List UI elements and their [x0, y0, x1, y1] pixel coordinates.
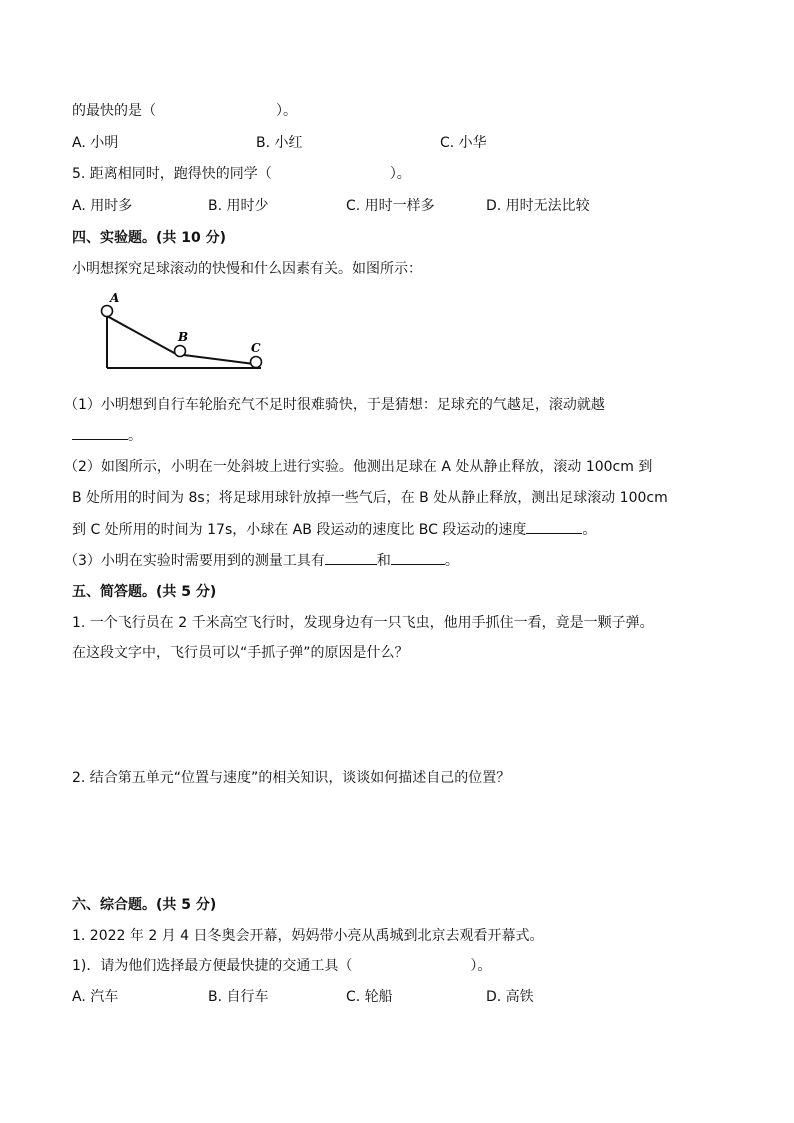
- q6-option-c[interactable]: C. 轮船: [346, 989, 393, 1005]
- q5-1-line1: 1. 一个飞行员在 2 千米高空飞行时，发现身边有一只飞虫，他用手抓住一看，竟是一颗子弹。: [72, 615, 654, 631]
- answer-blank[interactable]: [325, 550, 377, 565]
- q4-stem: 的最快的是（ ）。: [72, 103, 297, 119]
- ball-c-icon: [251, 357, 262, 368]
- answer-blank[interactable]: [72, 425, 128, 440]
- ball-a-icon: [102, 306, 113, 317]
- q5-option-d[interactable]: D. 用时无法比较: [486, 198, 590, 214]
- q5-2: 2. 结合第五单元“位置与速度”的相关知识，谈谈如何描述自己的位置？: [72, 770, 511, 786]
- q4-2-line3: 到 C 处所用的时间为 17s，小球在 AB 段运动的速度比 BC 段运动的速度 。: [72, 519, 596, 540]
- answer-blank[interactable]: [391, 550, 445, 565]
- q4-option-a[interactable]: A. 小明: [72, 135, 119, 151]
- label-b: B: [178, 330, 189, 344]
- section-5-heading: 五、简答题。(共 5 分): [72, 584, 217, 600]
- q4-3-line: （3）小明在实验时需要用到的测量工具有 和 。: [64, 550, 459, 571]
- q5-stem: 5. 距离相同时，跑得快的同学（ ）。: [72, 166, 411, 182]
- q4-option-c[interactable]: C. 小华: [440, 135, 487, 151]
- answer-blank[interactable]: [526, 519, 582, 534]
- q6-1: 1. 2022 年 2 月 4 日冬奥会开幕，妈妈带小亮从禹城到北京去观看开幕式。: [72, 928, 544, 944]
- q4-1-line2: 。: [72, 425, 142, 446]
- q5-option-c[interactable]: C. 用时一样多: [346, 198, 435, 214]
- q6-1-sub: 1)．请为他们选择最方便最快捷的交通工具（ ）。: [72, 958, 492, 974]
- q6-option-b[interactable]: B. 自行车: [208, 989, 269, 1005]
- incline-figure: [96, 286, 271, 372]
- q6-option-d[interactable]: D. 高铁: [486, 989, 534, 1005]
- q5-1-line2: 在这段文字中，飞行员可以“手抓子弹”的原因是什么？: [72, 645, 409, 661]
- section-4-intro: 小明想探究足球滚动的快慢和什么因素有关。如图所示：: [72, 261, 422, 277]
- q4-option-b[interactable]: B. 小红: [256, 135, 303, 151]
- q5-option-a[interactable]: A. 用时多: [72, 198, 133, 214]
- q5-option-b[interactable]: B. 用时少: [208, 198, 269, 214]
- q4-2-line1: （2）如图所示，小明在一处斜坡上进行实验。他测出足球在 A 处从静止释放，滚动 100cm 到: [64, 459, 653, 475]
- slope-bc: [176, 354, 254, 364]
- section-6-heading: 六、综合题。(共 5 分): [72, 897, 217, 913]
- q4-1-line1: （1）小明想到自行车轮胎充气不足时很难骑快，于是猜想：足球充的气越足，滚动就越: [64, 397, 605, 413]
- ball-b-icon: [175, 346, 186, 357]
- q4-2-line2: B 处所用的时间为 8s；将足球用球针放掉一些气后，在 B 处从静止释放，测出足球滚动 100cm: [72, 490, 668, 506]
- q6-option-a[interactable]: A. 汽车: [72, 989, 119, 1005]
- section-4-heading: 四、实验题。(共 10 分): [72, 230, 227, 246]
- label-a: A: [110, 291, 120, 305]
- slope-ab: [107, 316, 176, 354]
- label-c: C: [251, 341, 261, 355]
